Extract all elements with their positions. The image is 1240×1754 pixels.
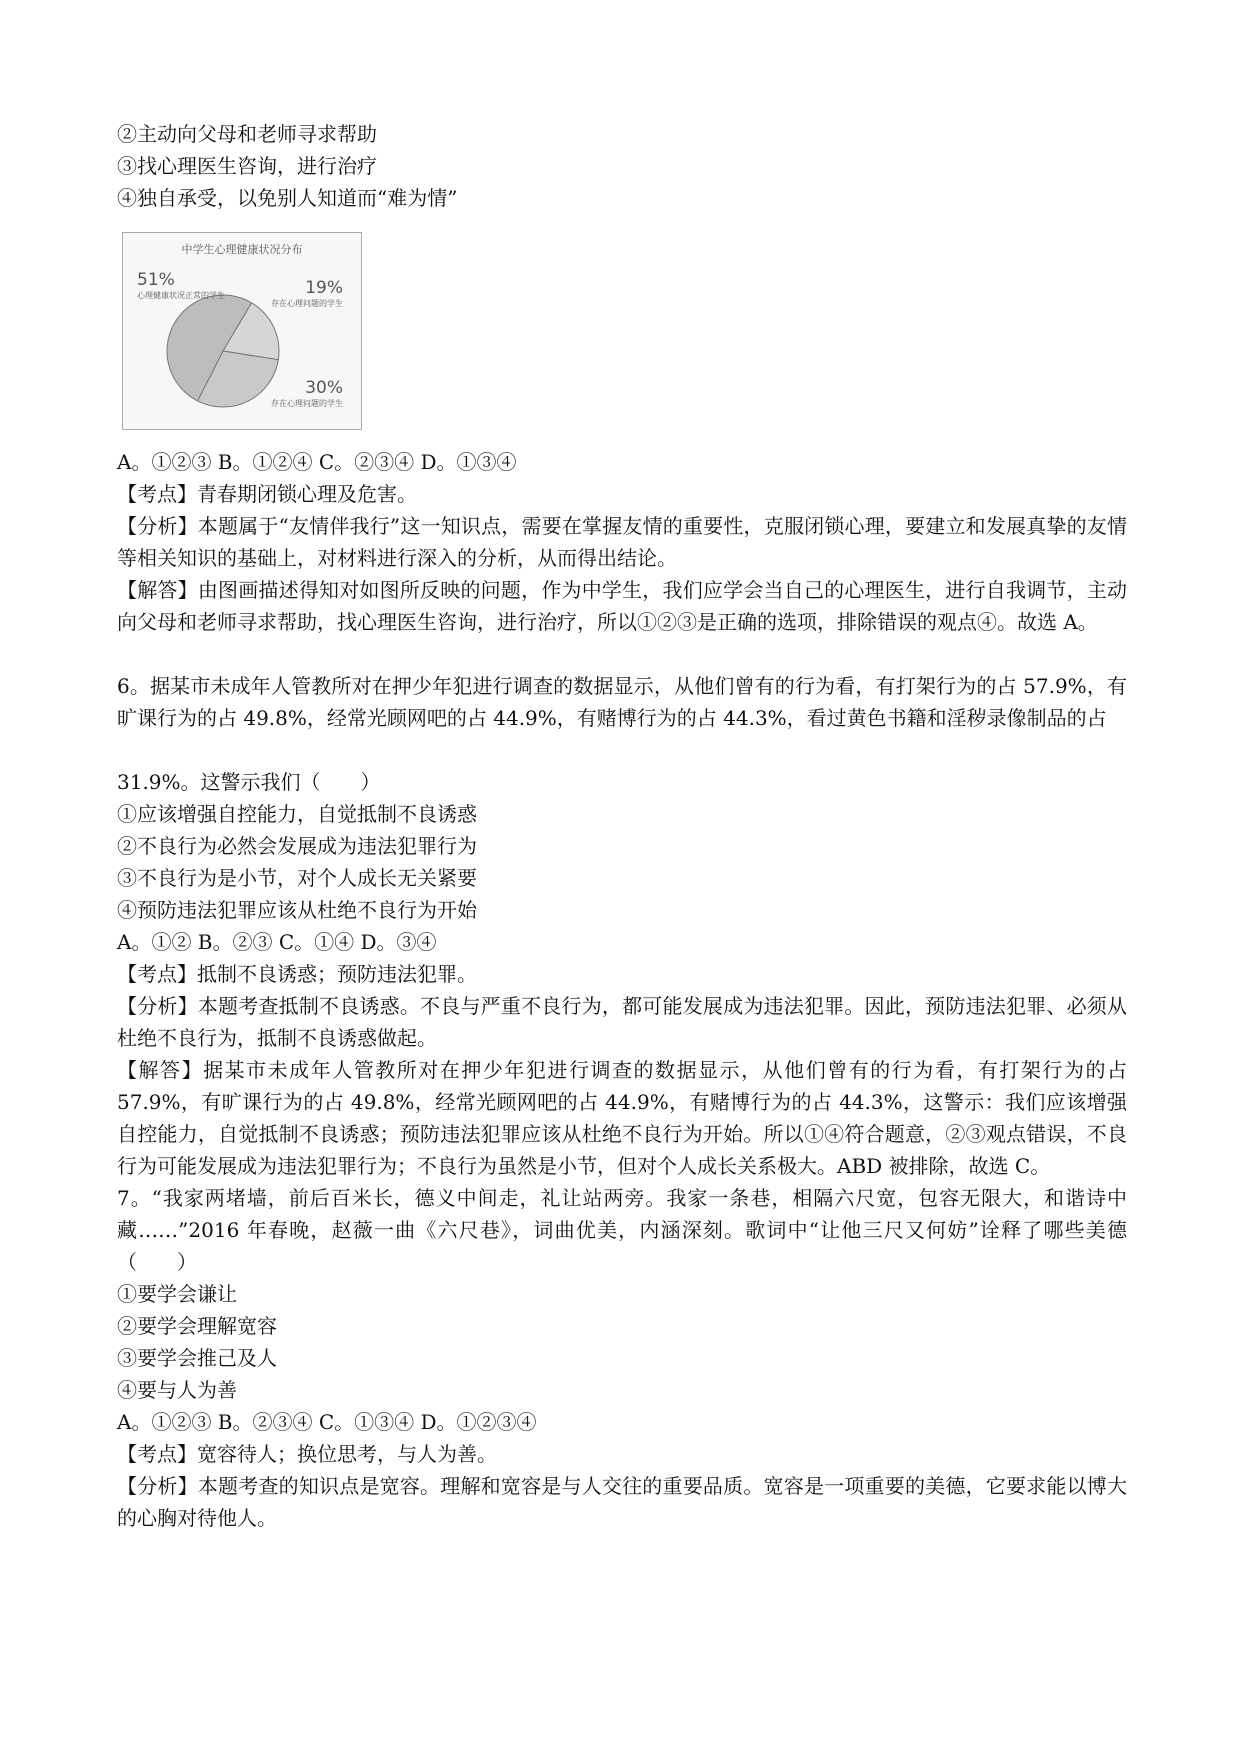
option-line: ③不良行为是小节，对个人成长无关紧要 <box>117 866 477 890</box>
answer-choices: A。①② B。②③ C。①④ D。③④ <box>117 930 437 954</box>
pie-chart-figure <box>122 232 362 430</box>
slice-category-label: 心理健康状况正常的学生 <box>137 291 225 300</box>
kaodian: 【考点】抵制不良诱惑；预防违法犯罪。 <box>117 962 477 986</box>
option-line: ①要学会谦让 <box>117 1282 237 1306</box>
option-line: ②主动向父母和老师寻求帮助 <box>117 122 377 146</box>
slice-value-label: 19% <box>305 278 343 298</box>
question-stem-continued: 31.9%。这警示我们（ ） <box>117 770 381 794</box>
question-stem: 7。“我家两堵墙，前后百米长，德义中间走，礼让站两旁。我家一条巷，相隔六尺宽，包容无限大，和谐诗中藏……”2016 年春晚，赵薇一曲《六尺巷》，词曲优美，内涵深刻。歌词中“让他三尺又何妨”诠释了哪些美德（ ） <box>117 1186 1127 1274</box>
option-line: ③找心理医生咨询，进行治疗 <box>117 154 377 178</box>
option-line: ④预防违法犯罪应该从杜绝不良行为开始 <box>117 898 477 922</box>
slice-value-label: 51% <box>137 270 175 290</box>
slice-value-label: 30% <box>305 378 343 398</box>
kaodian: 【考点】青春期闭锁心理及危害。 <box>117 482 417 506</box>
jieda: 【解答】据某市未成年人管教所对在押少年犯进行调查的数据显示，从他们曾有的行为看，有打架行为的占 57.9%，有旷课行为的占 49.8%，经常光顾网吧的占 44.9%，有赌博行为的占 44.3%，这警示：我们应该增强自控能力，自觉抵制不良诱惑；预防违法犯罪应该从杜绝不良行为开始。所以①④符合题意，②③观点错误，不良行为可能发展成为违法犯罪行为；不良行为虽然是小节，但对个人成长关系极大。ABD 被排除，故选 C。 <box>117 1058 1127 1178</box>
option-line: ③要学会推己及人 <box>117 1346 277 1370</box>
kaodian: 【考点】宽容待人；换位思考，与人为善。 <box>117 1442 497 1466</box>
option-line: ①应该增强自控能力，自觉抵制不良诱惑 <box>117 802 477 826</box>
question-stem: 6。据某市未成年人管教所对在押少年犯进行调查的数据显示，从他们曾有的行为看，有打架行为的占 57.9%，有旷课行为的占 49.8%，经常光顾网吧的占 44.9%，有赌博行为的占 44.3%，看过黄色书籍和淫秽录像制品的占 <box>117 674 1127 730</box>
answer-choices: A。①②③ B。②③④ C。①③④ D。①②③④ <box>117 1410 537 1434</box>
option-line: ②要学会理解宽容 <box>117 1314 277 1338</box>
pie-chart <box>123 233 361 429</box>
chart-title: 中学生心理健康状况分布 <box>181 243 303 256</box>
option-line: ④要与人为善 <box>117 1378 237 1402</box>
option-line: ④独自承受，以免别人知道而“难为情” <box>117 186 458 210</box>
answer-choices: A。①②③ B。①②④ C。②③④ D。①③④ <box>117 450 517 474</box>
slice-category-label: 存在心理问题的学生 <box>271 299 343 308</box>
jieda: 【解答】由图画描述得知对如图所反映的问题，作为中学生，我们应学会当自己的心理医生，进行自我调节，主动向父母和老师寻求帮助，找心理医生咨询，进行治疗，所以①②③是正确的选项，排除错误的观点④。故选 A。 <box>117 578 1127 634</box>
fenxi: 【分析】本题属于“友情伴我行”这一知识点，需要在掌握友情的重要性，克服闭锁心理，要建立和发展真挚的友情等相关知识的基础上，对材料进行深入的分析，从而得出结论。 <box>117 514 1127 570</box>
fenxi: 【分析】本题考查的知识点是宽容。理解和宽容是与人交往的重要品质。宽容是一项重要的美德，它要求能以博大的心胸对待他人。 <box>117 1474 1127 1530</box>
fenxi: 【分析】本题考查抵制不良诱惑。不良与严重不良行为，都可能发展成为违法犯罪。因此，预防违法犯罪、必须从杜绝不良行为，抵制不良诱惑做起。 <box>117 994 1127 1050</box>
option-line: ②不良行为必然会发展成为违法犯罪行为 <box>117 834 477 858</box>
slice-category-label: 存在心理问题的学生 <box>271 399 343 408</box>
